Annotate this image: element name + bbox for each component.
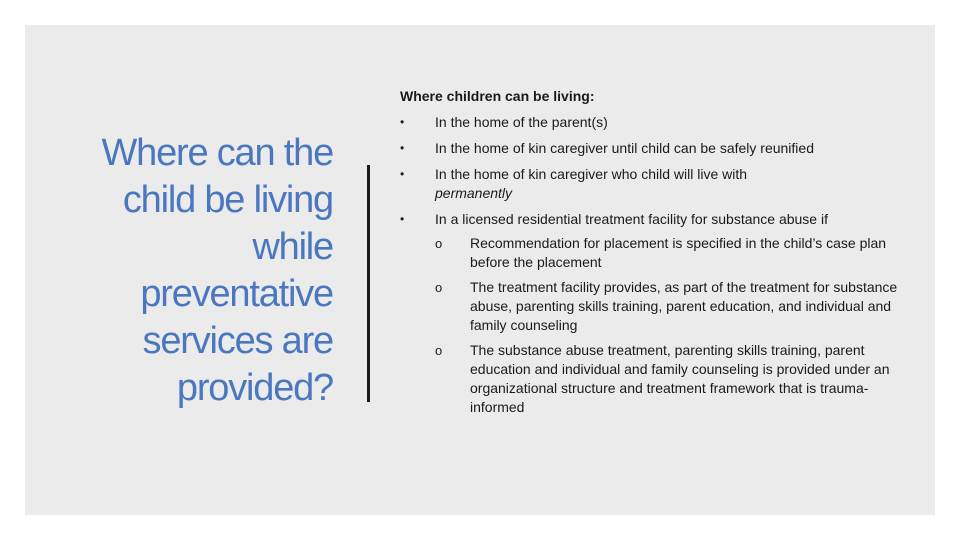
list-item	[400, 165, 900, 203]
list-item-emphasis: permanently	[435, 185, 513, 201]
title-line: preventative	[140, 273, 333, 315]
list-item	[400, 139, 900, 158]
sub-list-item	[435, 278, 900, 335]
sub-bullet-marker: o	[435, 343, 443, 358]
sub-bullet-marker: o	[435, 280, 443, 295]
sub-list-item-text: The substance abuse treatment, parenting skills training, parent education and individual and family counseling is provided under an organizational structure and treatment framework that is trauma-informed	[470, 342, 890, 415]
list-item	[400, 113, 900, 132]
content-body	[400, 87, 900, 424]
sub-list-item-text: The treatment facility provides, as part of the treatment for substance abuse, parenting skills training, parent education, and individual and family counseling	[470, 279, 898, 333]
list-item-text: In the home of kin caregiver who child will live with	[435, 166, 748, 182]
list-item-text: In a licensed residential treatment facility for substance abuse if	[435, 211, 828, 227]
list-item	[400, 210, 900, 417]
sub-list-item-text: Recommendation for placement is specified in the child’s case plan before the placement	[470, 235, 887, 270]
bullet-marker: •	[400, 115, 405, 129]
slide	[25, 25, 935, 515]
list-item-text: In the home of kin caregiver until child can be safely reunified	[435, 140, 814, 156]
sub-bullet-marker: o	[435, 236, 443, 251]
list-item-text: In the home of the parent(s)	[435, 114, 608, 130]
vertical-divider	[367, 165, 370, 402]
bullet-marker: •	[400, 212, 405, 226]
title-line: provided?	[176, 367, 333, 409]
content-heading: Where children can be living:	[400, 88, 595, 104]
bullet-marker: •	[400, 141, 405, 155]
title-line: services are	[142, 320, 333, 362]
sub-list-item	[435, 234, 900, 272]
bullet-marker: •	[400, 167, 405, 181]
title-line: Where can the	[101, 132, 333, 174]
slide-title	[65, 130, 333, 412]
title-line: child be living	[122, 179, 333, 221]
title-line: while	[252, 226, 333, 268]
sub-list-item	[435, 341, 900, 417]
